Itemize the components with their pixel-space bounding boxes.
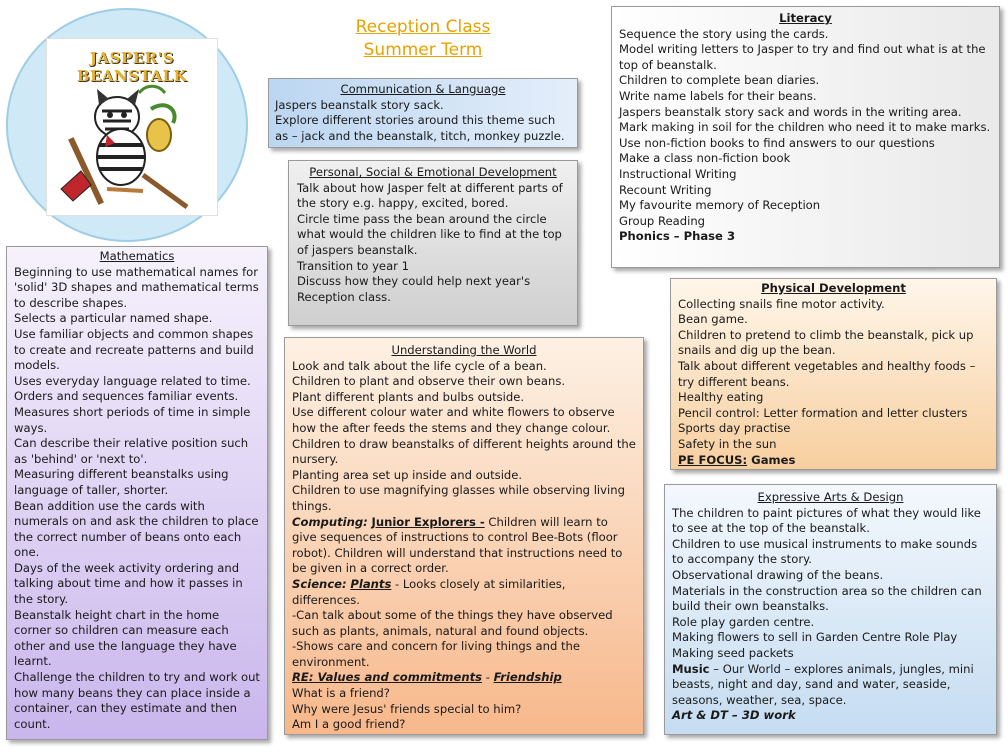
text-line: Bean game. <box>678 312 748 327</box>
text-line: Children to plant and observe their own beans. <box>292 374 566 389</box>
text-line: Sequence the story using the cards. <box>619 26 829 41</box>
science-text: - Looks closely at similarities, differences. <box>292 576 566 607</box>
music-line <box>672 662 989 709</box>
science-topic: Plants <box>350 576 392 591</box>
science-label: Science: <box>292 576 347 591</box>
section-title: Mathematics <box>99 249 175 263</box>
text-line: Can describe their relative position such as 'behind' or 'next to'. <box>14 436 249 466</box>
text-line: Making flowers to sell in Garden Centre Role Play <box>672 630 958 645</box>
mathematics-box <box>6 246 268 740</box>
computing-label: Computing: <box>292 514 368 529</box>
text-line: Model writing letters to Jasper to try and find out what is at the top of beanstalk. <box>619 42 986 72</box>
text-line: Beanstalk height chart in the home corner so children can measure each other and use the language they have learnt. <box>14 607 237 669</box>
physical-development-box <box>670 278 997 470</box>
text-line: Children to use musical instruments to make sounds to accompany the story. <box>672 536 978 567</box>
text-line: The children to paint pictures of what they would like to see at the top of the beanstalk. <box>672 505 981 536</box>
jasper-cat-illustration <box>47 39 217 215</box>
computing-topic: Junior Explorers - <box>371 514 485 529</box>
text-line: -Shows care and concern for living things and the environment. <box>292 639 581 669</box>
art-dt-line: Art & DT – 3D work <box>672 708 796 723</box>
section-title: Understanding the World <box>391 343 537 357</box>
text-line: Children to pretend to climb the beanstalk, pick up snails and dig up the bean. <box>678 327 974 358</box>
text-line: Talk about different vegetables and healthy foods – try different beans. <box>678 358 976 389</box>
text-line: What is a friend? <box>292 686 390 701</box>
text-line: Talk about how Jasper felt at different parts of the story e.g. happy, excited, bored. <box>297 180 563 211</box>
text-line: My favourite memory of Reception <box>619 198 821 213</box>
text-line: Making seed packets <box>672 645 794 660</box>
text-line: Healthy eating <box>678 390 764 405</box>
music-text: – Our World – explores animals, jungles, mini beasts, night and day, sand and water, seaside, seasons, weather, sea, space. <box>672 661 974 707</box>
text-line: Selects a particular named shape. <box>14 311 213 326</box>
text-line: Use familiar objects and common shapes to create and recreate patterns and build models. <box>14 326 254 373</box>
communication-language-box <box>268 78 578 148</box>
text-line: Circle time pass the bean around the circle what would the children like to find at the top of jaspers beanstalk. <box>297 211 562 257</box>
text-line: Write name labels for their beans. <box>619 88 817 103</box>
book-title: JASPER'S BEANSTALK <box>76 49 188 85</box>
text-line: Use non-fiction books to find answers to our questions <box>619 135 935 150</box>
text-line: Am I a good friend? <box>292 717 406 732</box>
text-line: Beginning to use mathematical names for 'solid' 3D shapes and mathematical terms to describe shapes. <box>14 264 259 310</box>
title-line-1: Reception Class <box>355 17 491 37</box>
literacy-box <box>611 6 1000 268</box>
re-separator: - <box>482 670 494 685</box>
section-title: Personal, Social & Emotional Development <box>309 165 557 179</box>
text-line: Collecting snails fine motor activity. <box>678 296 885 311</box>
text-line: Jaspers beanstalk story sack. <box>275 97 444 112</box>
section-title: Literacy <box>779 11 832 25</box>
text-line: Uses everyday language related to time. <box>14 373 251 388</box>
text-line: Pencil control: Letter formation and letter clusters <box>678 405 968 420</box>
pe-focus-label: PE FOCUS: <box>678 452 748 467</box>
text-line: Materials in the construction area so the children can build their own beanstalks. <box>672 583 982 614</box>
text-line: Instructional Writing <box>619 166 737 181</box>
text-line: Jaspers beanstalk story sack and words in the writing area. <box>619 104 962 119</box>
text-line: Look and talk about the life cycle of a bean. <box>292 358 547 373</box>
text-line: Measures short periods of time in simple ways. <box>14 404 251 435</box>
text-line: Transition to year 1 <box>297 258 410 273</box>
pe-focus-value: Games <box>747 452 796 467</box>
section-title: Physical Development <box>761 281 906 295</box>
text-line: Orders and sequences familiar events. <box>14 389 239 404</box>
text-line: Children to draw beanstalks of different heights around the nursery. <box>292 436 636 467</box>
section-title: Communication & Language <box>340 82 506 96</box>
section-title: Expressive Arts & Design <box>757 490 904 504</box>
text-line: Recount Writing <box>619 182 712 197</box>
text-line: Planting area set up inside and outside. <box>292 467 523 482</box>
pe-focus-line <box>678 453 989 469</box>
understanding-world-box <box>284 337 644 735</box>
text-line: Role play garden centre. <box>672 614 815 629</box>
music-label: Music <box>672 661 710 676</box>
text-line: Days of the week activity ordering and talking about time and how it passes in the story. <box>14 560 243 607</box>
text-line: Children to complete bean diaries. <box>619 73 820 88</box>
text-line: Sports day practise <box>678 421 791 436</box>
book-cover-image <box>46 38 218 216</box>
text-line: Bean addition use the cards with numerals on and ask the children to place the correct number of beans onto each one. <box>14 498 259 560</box>
text-line: Plant different plants and bulbs outside. <box>292 389 525 404</box>
expressive-arts-box <box>664 484 997 735</box>
text-line: Safety in the sun <box>678 436 777 451</box>
science-line <box>292 577 636 608</box>
text-line: -Can talk about some of the things they have observed such as plants, animals, natural and found objects. <box>292 608 613 638</box>
personal-social-emotional-box <box>288 160 578 326</box>
text-line: Children to use magnifying glasses while observing living things. <box>292 483 625 513</box>
text-line: Make a class non-fiction book <box>619 151 791 166</box>
re-line <box>292 670 636 686</box>
text-line: Group Reading <box>619 213 706 228</box>
text-line: Discuss how they could help next year's Reception class. <box>297 274 531 304</box>
text-line: Why were Jesus' friends special to him? <box>292 701 522 716</box>
book-cover-circle <box>6 8 248 242</box>
computing-line <box>292 515 636 577</box>
text-line: Observational drawing of the beans. <box>672 567 884 582</box>
page-title <box>330 16 516 62</box>
text-line: Use different colour water and white flowers to observe how the after feeds the stems and they change colour. <box>292 405 615 435</box>
text-line: Challenge the children to try and work out how many beans they can place inside a container, can they estimate and then count. <box>14 670 260 731</box>
computing-text: Children will learn to give sequences of instructions to control Bee-Bots (floor robot). Children will understand that instructions need to be given in a correct order. <box>292 514 623 576</box>
text-line: Mark making in soil for the children who need it to make marks. <box>619 120 991 135</box>
text-line: Measuring different beanstalks using language of taller, shorter. <box>14 467 229 497</box>
re-label: RE: Values and commitments <box>292 670 483 685</box>
phonics-line: Phonics – Phase 3 <box>619 229 736 244</box>
title-line-2: Summer Term <box>363 40 483 60</box>
text-line: Explore different stories around this theme such as – jack and the beanstalk, titch, monkey puzzle. <box>275 113 565 143</box>
re-topic: Friendship <box>493 670 562 685</box>
